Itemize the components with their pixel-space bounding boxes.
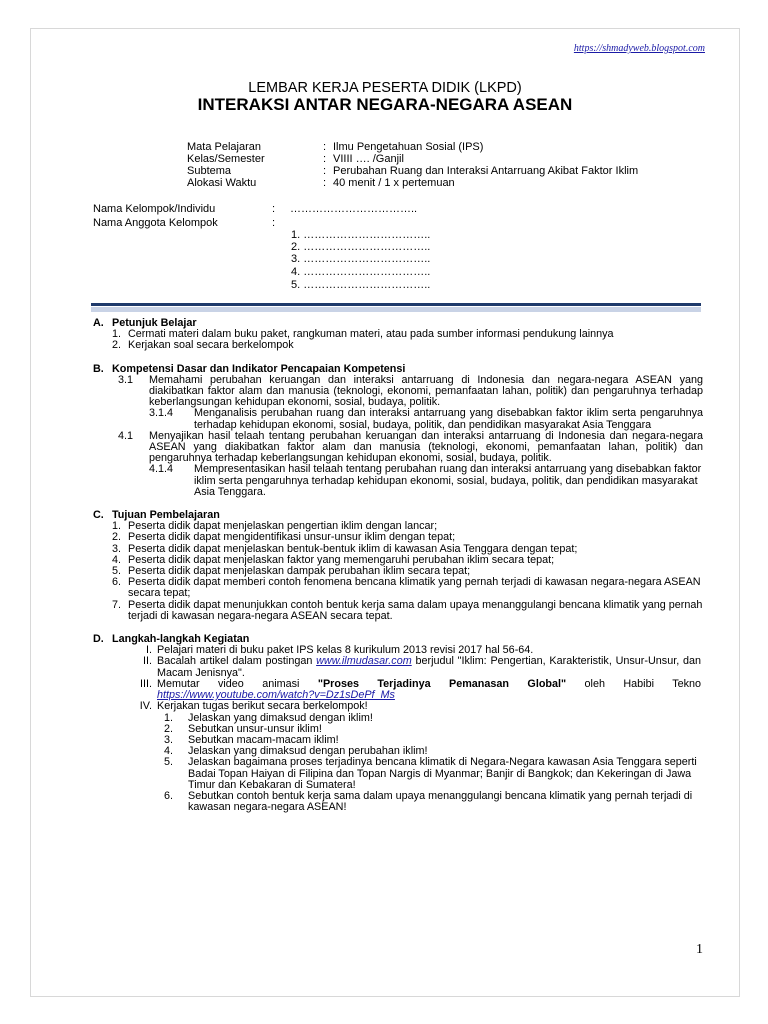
indicator-number: 4.1.4 [149, 463, 174, 476]
kd-number: 4.1 [118, 429, 134, 442]
task-text: Sebutkan unsur-unsur iklim! [188, 722, 322, 735]
info-colon: : [323, 153, 327, 165]
document-page [30, 28, 740, 997]
item-text: Peserta didik dapat menjelaskan bentuk-bentuk iklim di kawasan Asia Tenggara dengan tepat; [128, 542, 578, 555]
document-title: INTERAKSI ANTAR NEGARA-NEGARA ASEAN [197, 95, 573, 114]
item-text: Peserta didik dapat menjelaskan pengertian iklim dengan lancar; [128, 520, 438, 533]
list-item [112, 577, 739, 599]
item-text: Peserta didik dapat mengidentifikasi unsur-unsur iklim dengan tepat; [128, 531, 456, 544]
step-text: Memutar video animasi [157, 677, 318, 690]
section-b [31, 364, 739, 498]
item-text: Peserta didik dapat menjelaskan faktor yang memengaruhi perubahan iklim secara tepat; [128, 553, 555, 566]
indicator-number: 3.1.4 [149, 407, 174, 420]
item-number: 1. [112, 328, 122, 341]
task-number: 5. [164, 756, 174, 769]
kd-text: Menyajikan hasil telaah tentang perubahan keruangan dan interaksi antarruang di Indonesia dan negara-negara ASEAN yang diakibatkan faktor alam dan manusia (teknologi, ekonomi, pemanfaatan lahan, politik) dan pengaruhnya terhadap keberlangsungan kehidupan ekonomi, sosial, budaya, politik. [149, 429, 703, 465]
member-field[interactable]: 1. …………………………….. [291, 229, 431, 241]
document-body [31, 318, 739, 825]
item-number: 7. [112, 598, 122, 611]
blog-url-link[interactable]: https://shmadyweb.blogspot.com [573, 43, 705, 54]
step-number: I. [146, 644, 152, 657]
section-letter: A. [93, 317, 104, 329]
item-text: Peserta didik dapat memberi contoh fenomena bencana klimatik yang pernah terjadi di kawasan negara-negara ASEAN secara tepat; [128, 576, 701, 600]
kd-item [112, 375, 739, 409]
section-title: Kompetensi Dasar dan Indikator Pencapaian Kompetensi [112, 362, 406, 375]
task-number: 1. [164, 711, 174, 724]
section-letter: C. [93, 509, 104, 522]
kd-number: 3.1 [118, 373, 134, 386]
kd-item [112, 431, 739, 465]
info-label: Subtema [187, 165, 232, 177]
indicator-text: Menganalisis perubahan ruang dan interaksi antarruang yang disebabkan faktor iklim serta pengaruhnya terhadap kehidupan ekonomi, sosial, budaya, politik, dan pendidikan masyarakat Asia Tenggara [194, 407, 703, 431]
section-c [31, 510, 739, 622]
list-item [112, 600, 739, 622]
info-value: 40 menit / 1 x pertemuan [333, 177, 455, 189]
group-colon: : [272, 203, 276, 215]
info-value: Perubahan Ruang dan Interaksi Antarruang Akibat Faktor Iklim [333, 165, 639, 177]
section-title: Petunjuk Belajar [112, 317, 197, 329]
member-field[interactable]: 4. …………………………….. [291, 266, 431, 278]
section-d [31, 634, 739, 813]
member-field[interactable]: 5. …………………………….. [291, 279, 431, 291]
step-number: II. [143, 655, 152, 668]
ilmudasar-link[interactable]: www.ilmudasar.com [316, 655, 412, 668]
kd-text: Memahami perubahan keruangan dan interaksi antarruang di Indonesia dan negara-negara ASEAN yang diakibatkan faktor alam dan manusia (teknologi, ekonomi, pemanfaatan lahan, politik) dan pengaruhnya terhadap keberlangsungan kehidupan ekonomi, sosial, budaya, politik. [149, 373, 703, 409]
info-label: Kelas/Semester [187, 153, 265, 165]
step-text: berjudul "Iklim: Pengertian, Karakteristik, Unsur-Unsur, dan Macam Jenisnya". [157, 655, 701, 679]
info-value: VIIII …. /Ganjil [333, 153, 404, 165]
item-number: 5. [112, 565, 122, 578]
step-number: IV. [139, 700, 152, 713]
step-number: III. [140, 677, 152, 690]
step-item [112, 656, 739, 678]
page-number: 1 [696, 942, 703, 957]
task-text: Sebutkan contoh bentuk kerja sama dalam upaya menanggulangi bencana klimatik yang pernah terjadi di kawasan negara-negara ASEAN! [188, 789, 693, 814]
section-title: Tujuan Pembelajaran [112, 509, 220, 522]
section-title: Langkah-langkah Kegiatan [112, 633, 250, 646]
step-text: Kerjakan tugas berikut secara berkelompok! [157, 700, 368, 713]
task-item [112, 757, 739, 791]
task-number: 2. [164, 722, 174, 735]
group-members-label: Nama Anggota Kelompok [93, 217, 218, 229]
indicator-text: Mempresentasikan hasil telaah tentang perubahan ruang dan interaksi antarruang yang disebabkan faktor iklim serta pengaruhnya terhadap kehidupan ekonomi, sosial, budaya, politik, dan pendidikan masyarakat Asia Tenggara. [194, 463, 702, 498]
step-text: Pelajari materi di buku paket IPS kelas 8 kurikulum 2013 revisi 2017 hal 56-64. [157, 644, 534, 657]
section-divider-shade [91, 307, 701, 312]
group-colon: : [272, 217, 276, 229]
item-text: Kerjakan soal secara berkelompok [128, 339, 294, 352]
info-colon: : [323, 165, 327, 177]
section-letter: B. [93, 362, 104, 375]
step-text: Bacalah artikel dalam postingan [157, 655, 317, 668]
task-number: 6. [164, 789, 174, 802]
section-divider [91, 303, 701, 306]
video-title: "Proses Terjadinya Pemanasan Global" [317, 677, 567, 690]
task-number: 3. [164, 733, 174, 746]
task-text: Jelaskan yang dimaksud dengan iklim! [188, 711, 373, 724]
document-subtitle: LEMBAR KERJA PESERTA DIDIK (LKPD) [248, 80, 522, 96]
item-number: 3. [112, 542, 122, 555]
item-number: 2. [112, 531, 122, 544]
step-item [112, 679, 739, 701]
section-letter: D. [93, 633, 104, 646]
group-name-label: Nama Kelompok/Individu [93, 203, 216, 215]
group-name-field[interactable]: …………………………….. [290, 203, 418, 215]
info-colon: : [323, 177, 327, 189]
item-text: Peserta didik dapat menunjukkan contoh bentuk kerja sama dalam upaya menanggulangi bencana klimatik yang pernah terjadi di kawasan negara-negara ASEAN secara tepat. [128, 598, 703, 622]
youtube-link[interactable]: https://www.youtube.com/watch?v=Dz1sDePf_Ms [157, 689, 395, 702]
section-a [31, 318, 739, 352]
item-number: 4. [112, 553, 122, 566]
indicator-item [112, 408, 739, 430]
step-text: oleh Habibi Tekno [566, 677, 702, 690]
task-item [112, 791, 739, 813]
member-field[interactable]: 2. …………………………….. [291, 241, 431, 253]
info-colon: : [323, 141, 327, 153]
info-label: Alokasi Waktu [187, 177, 257, 189]
task-text: Jelaskan yang dimaksud dengan perubahan iklim! [188, 745, 428, 758]
member-field[interactable]: 3. …………………………….. [291, 253, 431, 265]
task-text: Jelaskan bagaimana proses terjadinya bencana klimatik di Negara-Negara kawasan Asia Tenggara seperti Badai Topan Haiyan di Filipina dan Topan Nargis di Myanmar; Banjir di Bangkok; dan Kekeringan di Jawa Timur dan Kebakaran di Sumatera! [188, 756, 697, 791]
task-number: 4. [164, 745, 174, 758]
task-text: Sebutkan macam-macam iklim! [188, 733, 339, 746]
info-label: Mata Pelajaran [187, 141, 261, 153]
indicator-item [112, 464, 739, 498]
item-number: 2. [112, 339, 122, 352]
item-text: Peserta didik dapat menjelaskan dampak perubahan iklim secara tepat; [128, 565, 471, 578]
item-number: 6. [112, 576, 122, 589]
info-value: Ilmu Pengetahuan Sosial (IPS) [333, 141, 484, 153]
list-item [112, 340, 739, 351]
item-number: 1. [112, 520, 122, 533]
item-text: Cermati materi dalam buku paket, rangkuman materi, atau pada sumber informasi pendukung lainnya [128, 328, 614, 341]
